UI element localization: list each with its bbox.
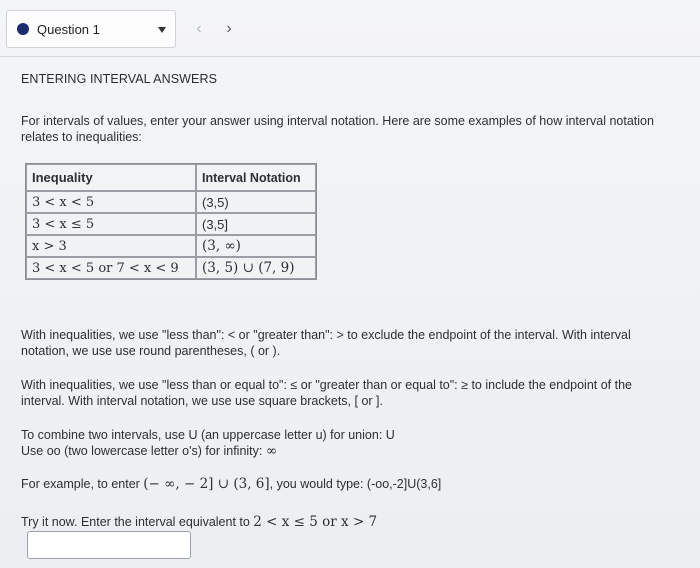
union-line: To combine two intervals, use U (an uppercase letter u) for union: U [21, 428, 395, 442]
inequality-cell: 3 < x ≤ 5 [26, 213, 196, 235]
interval-cell: (3, 5) ∪ (7, 9) [196, 257, 316, 279]
union-paragraph [21, 427, 661, 459]
example-math: (− ∞, − 2] ∪ (3, 6] [143, 476, 270, 492]
header-divider [0, 56, 700, 57]
example-prefix: For example, to enter [21, 477, 144, 491]
infinity-line [21, 443, 661, 459]
chevron-down-icon [158, 27, 166, 33]
example-paragraph [21, 476, 661, 492]
header-inequality: Inequality [26, 164, 196, 191]
intro-paragraph: For intervals of values, enter your answer using interval notation. Here are some examples of how interval notation relates to inequalities: [21, 114, 654, 144]
table-row [26, 191, 316, 213]
try-prefix: Try it now. Enter the interval equivalent to [21, 515, 254, 529]
table-row [26, 235, 316, 257]
next-question-button[interactable] [214, 14, 244, 44]
answer-input[interactable] [27, 531, 191, 559]
infinity-symbol: ∞ [265, 443, 278, 459]
try-math: 2 < x ≤ 5 or x > 7 [253, 514, 378, 530]
inequality-cell: x > 3 [26, 235, 196, 257]
question-status-dot [17, 23, 29, 35]
section-heading: ENTERING INTERVAL ANSWERS [21, 72, 218, 86]
previous-question-button[interactable] [184, 14, 214, 44]
interval-cell: (3,5] [196, 213, 316, 235]
question-selector[interactable] [6, 10, 176, 48]
chevron-right-icon: › [226, 20, 232, 37]
chevron-left-icon: ‹ [196, 20, 202, 37]
less-equal-paragraph: With inequalities, we use "less than or equal to": ≤ or "greater than or equal to": ≥ to include the endpoint of the interval. With interval notation, we use use square brackets, [ or ]. [21, 378, 632, 408]
examples-table [25, 163, 317, 280]
header-interval-notation: Interval Notation [196, 164, 316, 191]
inequality-cell: 3 < x < 5 or 7 < x < 9 [26, 257, 196, 279]
example-suffix: , you would type: (-oo,-2]U(3,6] [269, 477, 442, 491]
table-header-row [26, 164, 316, 191]
question-label: Question 1 [37, 21, 100, 37]
table-row [26, 213, 316, 235]
try-paragraph [21, 514, 661, 530]
less-than-paragraph: With inequalities, we use "less than": < or "greater than": > to exclude the endpoint of the interval. With interval notation, we use use round parentheses, ( or ). [21, 328, 631, 358]
infinity-line-text: Use oo (two lowercase letter o's) for infinity: [21, 444, 266, 458]
table-row [26, 257, 316, 279]
inequality-cell: 3 < x < 5 [26, 191, 196, 213]
interval-cell: (3,5) [196, 191, 316, 213]
interval-cell: (3, ∞) [196, 235, 316, 257]
